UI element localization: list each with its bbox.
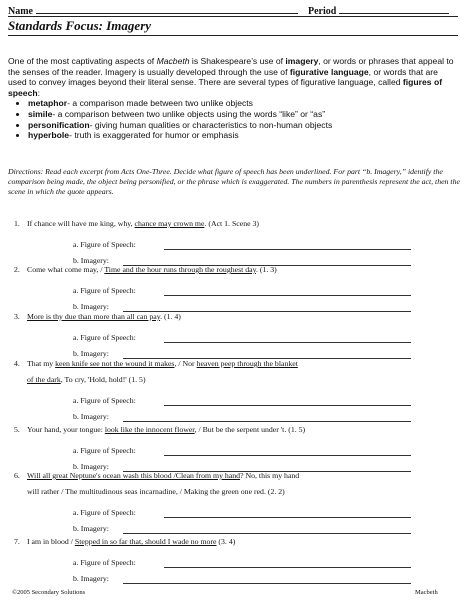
term-item <box>28 98 458 109</box>
footer-book: Macbeth <box>415 589 438 596</box>
term-name: metaphor <box>28 98 68 109</box>
imagery-label: b. Imagery: <box>73 462 109 471</box>
question-number: 4. <box>14 359 20 368</box>
quote-text: . (1. 3) <box>255 265 277 274</box>
intro-text-1: One of the most captivating aspects of <box>8 56 157 66</box>
imagery-label: b. Imagery: <box>73 524 109 533</box>
question-text <box>27 359 298 368</box>
figure-of-speech-answer-line[interactable] <box>164 567 411 568</box>
imagery-answer-line[interactable] <box>123 533 411 534</box>
name-blank <box>36 4 298 14</box>
underlined-quote: of the dark <box>27 375 61 384</box>
intro-text <box>8 56 458 98</box>
page-title: Standards Focus: Imagery <box>8 18 152 33</box>
imagery-label: b. Imagery: <box>73 574 109 583</box>
intro-paragraph <box>8 56 458 141</box>
intro-text-4: , or words that are used to convey images beyond their literal sense. There are several types of figurative language, called <box>8 66 438 88</box>
quote-text: If chance will have me king, why, <box>27 219 135 228</box>
intro-text-2: is Shakespeare’s use of <box>189 56 286 66</box>
question-number: 1. <box>14 219 20 228</box>
underlined-quote: heaven peep through the blanket <box>196 359 298 368</box>
question-text <box>27 487 285 496</box>
quote-text: I am in blood / <box>27 537 75 546</box>
figure-of-speech-answer-line[interactable] <box>164 342 411 343</box>
question-number: 2. <box>14 265 20 274</box>
question-text <box>27 219 259 228</box>
figure-of-speech-answer-line[interactable] <box>164 249 411 250</box>
imagery-answer-line[interactable] <box>123 421 411 422</box>
intro-figures-term: figures of speech <box>8 77 443 98</box>
intro-figurative-term: figurative language <box>289 66 369 77</box>
underlined-quote: More is thy due than more than all can pay <box>27 312 161 321</box>
question-number: 6. <box>14 471 20 480</box>
footer-copyright: ©2005 Secondary Solutions <box>12 589 86 596</box>
quote-text: That my <box>27 359 56 368</box>
figure-of-speech-answer-line[interactable] <box>164 405 411 406</box>
term-item <box>28 109 458 120</box>
quote-text: , / Nor <box>174 359 197 368</box>
header-rule <box>8 16 458 17</box>
figure-of-speech-label: a. Figure of Speech: <box>73 286 136 295</box>
quote-text: Come what come may, / <box>27 265 105 274</box>
term-name: personification <box>28 119 90 130</box>
figure-of-speech-answer-line[interactable] <box>164 517 411 518</box>
imagery-label: b. Imagery: <box>73 349 109 358</box>
terms-list <box>8 98 458 140</box>
term-name: hyperbole <box>28 130 70 141</box>
question-number: 5. <box>14 425 20 434</box>
period-blank <box>339 4 449 14</box>
quote-text: . (Act 1. Scene 3) <box>204 219 260 228</box>
term-def: - truth is exaggerated for humor or emphasis <box>69 130 239 141</box>
term-def: - giving human qualities or characteristics to non-human objects <box>89 119 333 130</box>
term-def: - a comparison between two unlike objects using the words “like” or “as” <box>52 108 326 119</box>
intro-text-3: , or words or phrases that appeal to the senses of the reader. Imagery is usually developed through the use of <box>8 56 454 77</box>
question-text <box>27 312 181 321</box>
period-label: Period <box>308 6 337 17</box>
question-text <box>27 425 305 434</box>
question-number: 3. <box>14 312 20 321</box>
figure-of-speech-label: a. Figure of Speech: <box>73 333 136 342</box>
quote-text: ? No, this my hand <box>240 471 300 480</box>
underlined-quote: look like the innocent flower <box>104 425 195 434</box>
intro-imagery-term: imagery <box>285 56 319 66</box>
name-label: Name <box>8 6 33 17</box>
figure-of-speech-answer-line[interactable] <box>164 295 411 296</box>
underlined-quote: Will all great Neptune's ocean wash this blood /Clean from my hand <box>27 471 241 480</box>
quote-text: will rather / The multitudinous seas incarnadine, / Making the green one red. (2. 2) <box>27 487 285 496</box>
imagery-answer-line[interactable] <box>123 583 411 584</box>
question-text <box>27 537 235 546</box>
term-name: simile <box>28 108 53 119</box>
underlined-quote: Stepped in so far that, should I wade no more <box>74 537 217 546</box>
figure-of-speech-label: a. Figure of Speech: <box>73 396 136 405</box>
quote-text: , To cry, 'Hold, hold!' (1. 5) <box>60 375 146 384</box>
term-item <box>28 130 458 141</box>
figure-of-speech-label: a. Figure of Speech: <box>73 558 136 567</box>
term-item <box>28 120 458 131</box>
directions: Directions: Read each excerpt from Acts One-Three. Decide what figure of speech has been underlined. For part “b. Imagery,” identify the comparison being made, the object being personified, or the phrase which is exaggerated. The numbers in parenthesis represent the act, then the scene in which the quote appears. <box>8 167 460 196</box>
question-text <box>27 471 299 480</box>
intro-text-5: : <box>37 87 41 98</box>
figure-of-speech-label: a. Figure of Speech: <box>73 240 136 249</box>
question-number: 7. <box>14 537 20 546</box>
imagery-label: b. Imagery: <box>73 412 109 421</box>
question-text <box>27 265 277 274</box>
underlined-quote: chance may crown me <box>134 219 205 228</box>
quote-text: , / But be the serpent under 't. (1. 5) <box>194 425 306 434</box>
quote-text: Your hand, your tongue: <box>27 425 105 434</box>
underlined-quote: Time and the hour runs through the roughest day <box>104 265 256 274</box>
imagery-label: b. Imagery: <box>73 256 109 265</box>
underlined-quote: keen knife see not the wound it makes <box>55 359 175 368</box>
imagery-label: b. Imagery: <box>73 302 109 311</box>
figure-of-speech-label: a. Figure of Speech: <box>73 446 136 455</box>
quote-text: (3. 4) <box>216 537 236 546</box>
intro-macbeth: Macbeth <box>156 56 190 66</box>
figure-of-speech-label: a. Figure of Speech: <box>73 508 136 517</box>
term-def: - a comparison made between two unlike objects <box>67 98 253 109</box>
quote-text: . (1. 4) <box>160 312 181 321</box>
question-text <box>27 375 146 384</box>
title-rule <box>8 35 458 36</box>
figure-of-speech-answer-line[interactable] <box>164 455 411 456</box>
